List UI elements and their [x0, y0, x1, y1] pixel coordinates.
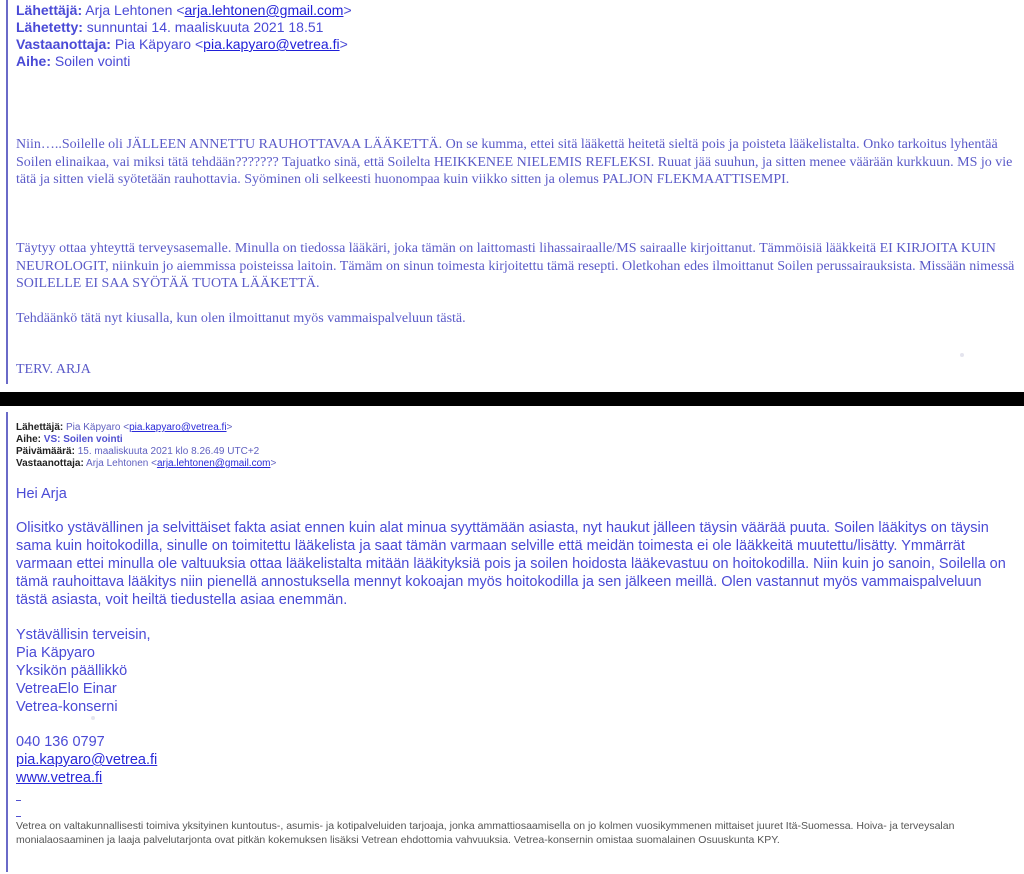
subject-line: Aihe: VS: Soilen vointi [16, 434, 123, 445]
to-line: Vastaanottaja: Pia Käpyaro <pia.kapyaro@vetrea.fi> [16, 36, 348, 52]
signoff: TERV. ARJA [16, 362, 91, 377]
signature [16, 626, 1016, 716]
separator-bar [0, 392, 1024, 406]
email-header [16, 2, 352, 70]
reply-email [0, 406, 1024, 874]
subject-line: Aihe: Soilen vointi [16, 53, 131, 69]
reply-header [16, 422, 276, 470]
original-email [0, 0, 1024, 392]
website-link[interactable]: www.vetrea.fi [16, 770, 103, 786]
signature-line: Ystävällisin terveisin, [16, 627, 151, 643]
signature-line: VetreaElo Einar [16, 681, 117, 697]
date-line: Päivämäärä: 15. maaliskuuta 2021 klo 8.26.49 UTC+2 [16, 446, 260, 457]
body-paragraph-2: Täytyy ottaa yhteyttä terveysasemalle. Minulla on tiedossa lääkäri, joka tämän on laittomasti lihassairaalle/MS sairaalle kirjoittanut. Tämmöisiä lääkkeitä EI KIRJOITA KUIN NEUROLOGIT, niinkuin jo aiemmissa poisteissa laitoin. Tämäm on sinun toimesta kirjoitettu tämä resepti. Oletkohan edes ilmoittanut Soilen perussairauksista. Missään nimessä SOILELLE EI SAA SYÖTÄÄ TUOTA LÄÄKETTÄ. [16, 241, 1015, 291]
to-email-link[interactable]: pia.kapyaro@vetrea.fi [203, 36, 340, 52]
from-email-link[interactable]: pia.kapyaro@vetrea.fi [129, 422, 227, 433]
signature-email-link[interactable]: pia.kapyaro@vetrea.fi [16, 752, 158, 768]
from-line: Lähettäjä: Pia Käpyaro <pia.kapyaro@vetrea.fi> [16, 422, 233, 433]
to-line: Vastaanottaja: Arja Lehtonen <arja.lehtonen@gmail.com> [16, 458, 277, 469]
quote-bar [6, 412, 8, 872]
contact-block [16, 733, 1016, 787]
greeting: Hei Arja [16, 486, 67, 502]
from-line: Lähettäjä: Arja Lehtonen <arja.lehtonen@gmail.com> [16, 2, 352, 18]
signature-line: Pia Käpyaro [16, 645, 95, 661]
reply-body: Olisitko ystävällinen ja selvittäiset fakta asiat ennen kuin alat minua syyttämään asiasta, nyt haukut jälleen täysin väärää puuta. Soilen lääkitys on täysin sama kuin hoitokodilla, sinulle on toimitettu lääkelista ja saat tämän varmaan selville että meidän toimesta ei ole lääkkeitä muutettu/lisätty. Ymmärrät varmaan ettei minulla ole valtuuksia ottaa lääkelistalta mitään lääkityksiä pois ja soilen hoidosta lääkevastuu on hoitokodilla. Niin kuin jo sanoin, Soilella on tämä rauhoittava lääkitys niin pienellä annostuksella mennyt kokoajan myös hoitokodilla ja sen jälkeen meillä. Olen vastannut myös vammaispalveluun tästä asiasta, voit heiltä tiedustella asiaa enemmän. [16, 520, 1006, 608]
sent-line: Lähetetty: sunnuntai 14. maaliskuuta 2021 18.51 [16, 19, 324, 35]
company-disclaimer: Vetrea on valtakunnallisesti toimiva yksityinen kuntoutus-, asumis- ja kotipalveluiden tarjoaja, jonka ammattiosaamisella on jo kolmen vuosikymmenen mittaiset juuret Itä-Suomessa. Hoiva- ja terveysalan monialaosaaminen ja laaja palvelutarjonta ovat pitkän kokemuksen lisäksi Vetrean ehdottomia vahvuuksia. Vetrea-konsernin omistaa suomalainen Osuuskunta KPY. [16, 820, 955, 846]
underline-mark [16, 800, 21, 801]
body-paragraph-1: Niin…..Soilelle oli JÄLLEEN ANNETTU RAUHOTTAVAA LÄÄKETTÄ. On se kumma, ettei sitä lääkettä heitetä sieltä pois ja poisteta lääkelistalta. Onko tarkoitus lyhentää Soilen elinaikaa, vai miksi tätä tehdään??????? Tajuatko sinä, että Soilelta HEIKKENEE NIELEMIS REFLEKSI. Ruuat jää suuhun, ja sitten menee väärään kurkkuun. MS jo vie tätä ja sitten vielä syötetään rauhottavia. Syöminen oli selkeesti huonompaa kuin viikko sitten ja olemus PALJON FLEKMAATTISEMPI. [16, 137, 1013, 187]
from-email-link[interactable]: arja.lehtonen@gmail.com [184, 2, 344, 18]
to-email-link[interactable]: arja.lehtonen@gmail.com [156, 458, 271, 469]
phone-number: 040 136 0797 [16, 734, 105, 750]
body-paragraph-3: Tehdäänkö tätä nyt kiusalla, kun olen ilmoittanut myös vammaispalveluun tästä. [16, 311, 466, 326]
underline-mark [16, 816, 21, 817]
quote-bar [6, 0, 8, 384]
speck [91, 716, 95, 720]
speck [960, 353, 964, 357]
signature-line: Vetrea-konserni [16, 699, 118, 715]
signature-line: Yksikön päällikkö [16, 663, 128, 679]
